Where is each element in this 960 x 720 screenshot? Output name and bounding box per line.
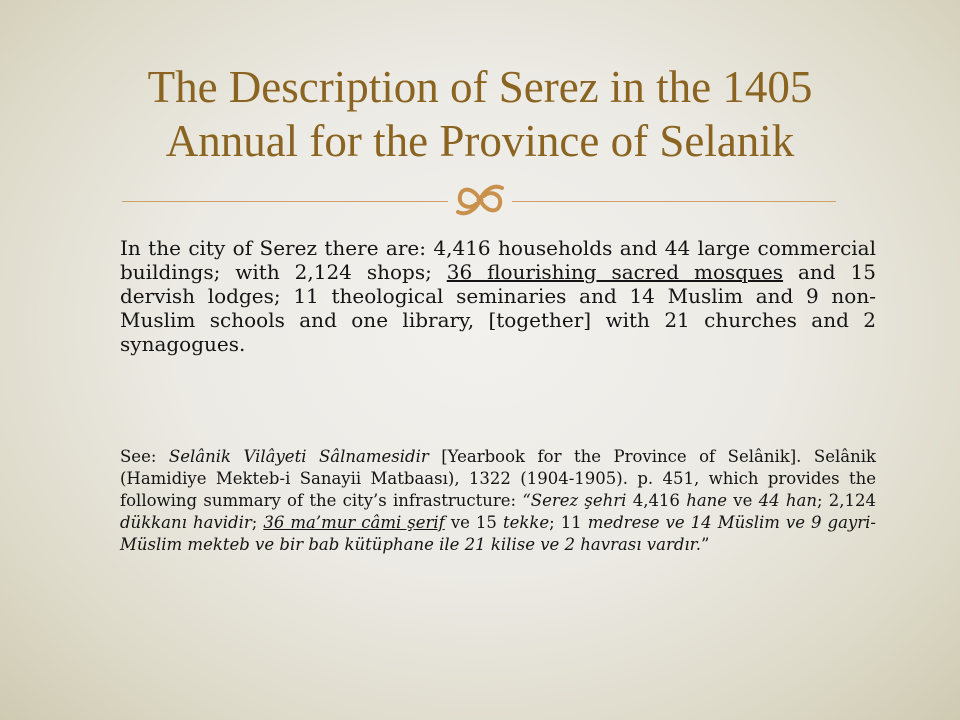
note-quote-underlined: 36 ma’mur câmi şerif xyxy=(263,513,445,532)
note-source-title: Selânik Vilâyeti Sâlnamesidir xyxy=(168,447,429,466)
body-text-1: In the city of Serez there are: 4,416 households and 44 large commercial buildings; with 2,124 shops; xyxy=(120,236,876,284)
divider-right xyxy=(512,201,836,202)
note-quote-5: 44 han xyxy=(758,491,817,510)
note-quote-14: ” xyxy=(701,535,710,554)
divider-left xyxy=(122,201,448,202)
note-quote-13: medrese ve 14 Müslim ve 9 gayri-Müslim mekteb ve bir bab kütüphane ile 21 kilise ve 2 havrası vardır. xyxy=(120,513,876,554)
note-reference: [Yearbook for the Province of Selânik]. Selânik (Hamidiye Mekteb-i Sanayii Matbaası), 1322 (1904-1905). p. 451, which provides the following summary of the city’s infrastructure: xyxy=(120,447,876,510)
note-quote-6: ; 2,124 xyxy=(816,491,877,510)
title-line-1: The Description of Serez in the 1405 xyxy=(147,62,813,112)
main-paragraph xyxy=(120,236,876,356)
note-quote-1: “Serez şehri xyxy=(522,491,627,510)
slide-title xyxy=(40,60,920,168)
decorative-swirl-icon xyxy=(454,178,506,222)
note-quote-10: ve 15 xyxy=(444,513,503,532)
source-note xyxy=(120,446,876,556)
note-quote-12: ; 11 xyxy=(549,513,588,532)
body-text-2: and 15 dervish lodges; 11 theological seminaries and 14 Muslim and 9 non-Muslim schools and one library, [together] with 21 churches and 2 synagogues. xyxy=(120,260,876,356)
note-quote-3: hane xyxy=(686,491,728,510)
note-quote-7: dükkanı havidir xyxy=(120,513,252,532)
body-underlined-phrase: 36 flourishing sacred mosques xyxy=(446,260,784,284)
title-line-2: Annual for the Province of Selanik xyxy=(165,116,795,166)
note-quote-8: ; xyxy=(251,513,264,532)
note-quote-11: tekke xyxy=(502,513,550,532)
note-see: See: xyxy=(120,447,169,466)
note-quote-2: 4,416 xyxy=(626,491,687,510)
note-quote-4: ve xyxy=(727,491,759,510)
